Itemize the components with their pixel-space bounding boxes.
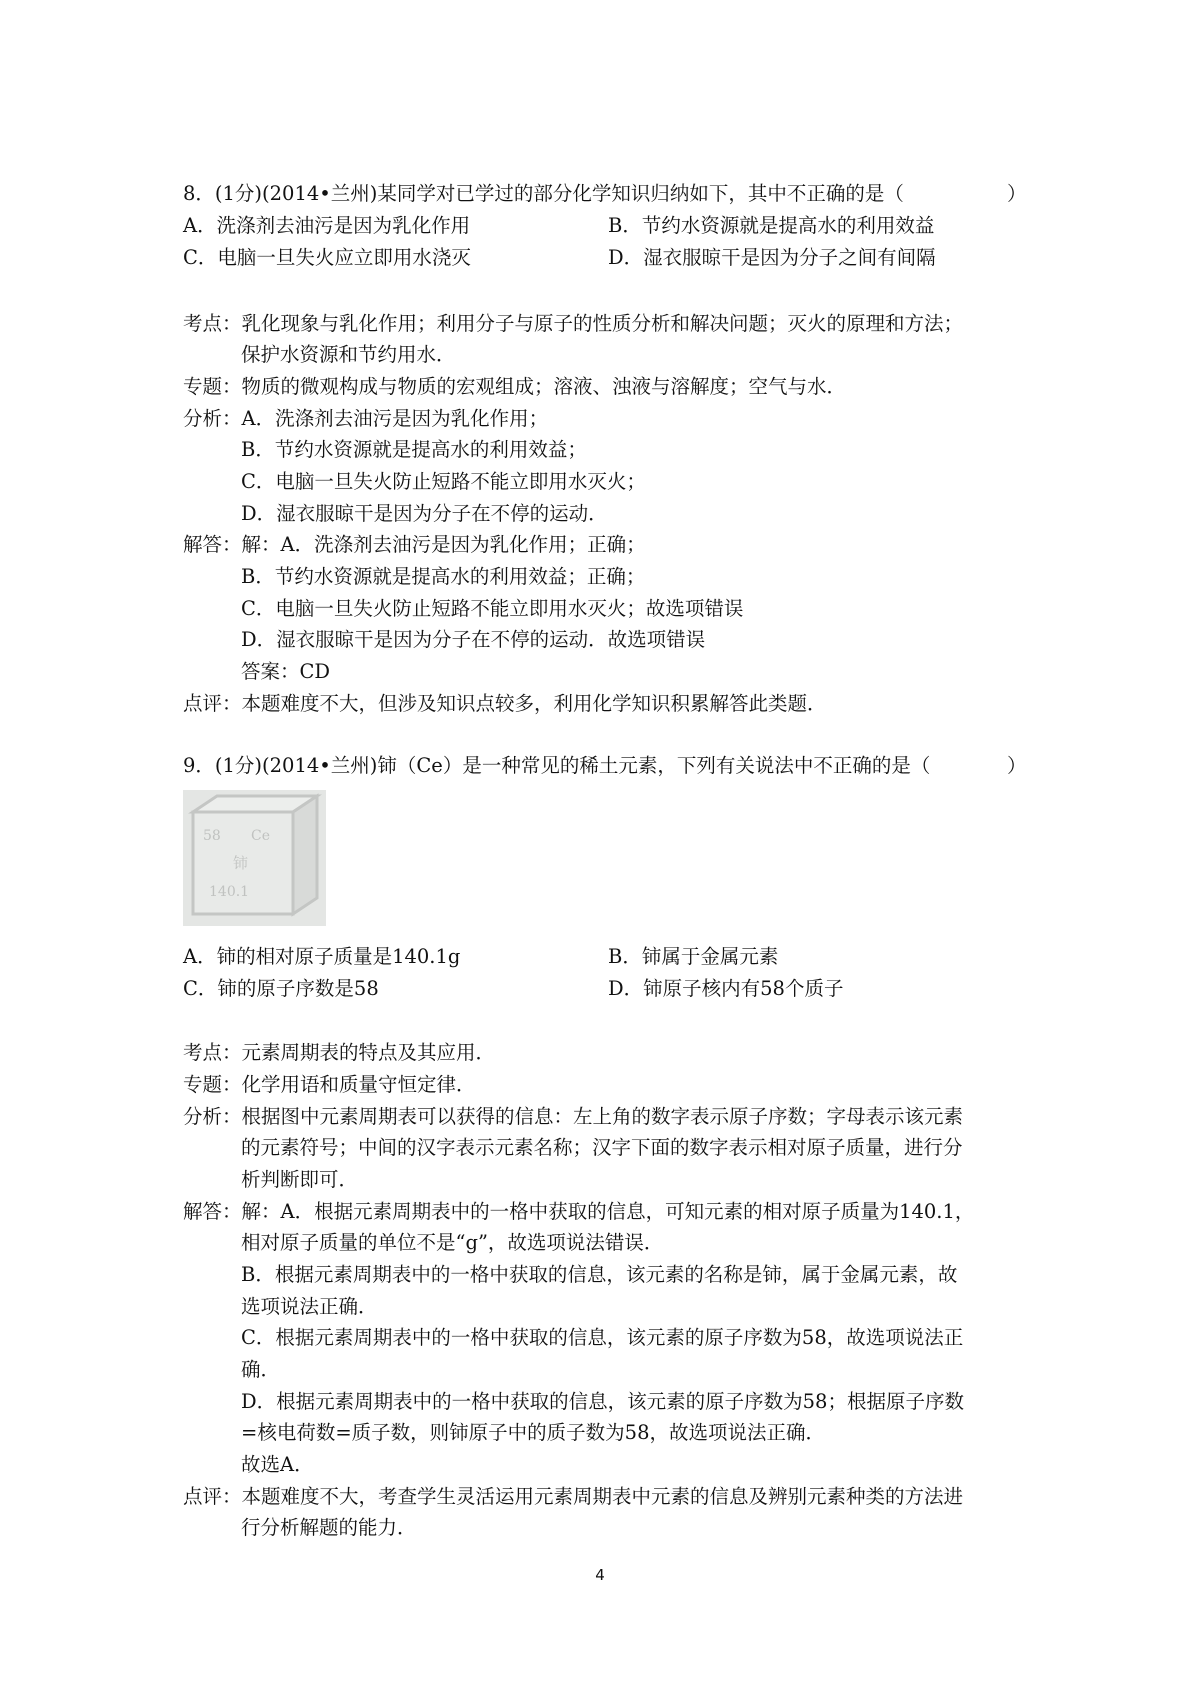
q8-jieda-line: B．节约水资源就是提高水的利用效益；正确；	[241, 565, 646, 588]
q8-stem-close: ）	[1007, 182, 1027, 205]
q8-kaodian-line2: 保护水资源和节约用水．	[241, 343, 456, 366]
q8-fenxi-line: C．电脑一旦失火防止短路不能立即用水灭火；	[241, 470, 646, 493]
q9-fenxi-line: 析判断即可．	[241, 1168, 359, 1191]
element-name: 铈	[233, 854, 249, 872]
q9-zhuanti: 专题：化学用语和质量守恒定律．	[183, 1073, 476, 1096]
q8-option-a: A．洗涤剂去油污是因为乳化作用	[183, 214, 471, 237]
q8-dianping: 点评：本题难度不大，但涉及知识点较多，利用化学知识积累解答此类题．	[183, 692, 827, 715]
q8-stem: 8．(1分)(2014•兰州)某同学对已学过的部分化学知识归纳如下，其中不正确的是（	[183, 182, 904, 205]
element-mass: 140.1	[209, 884, 250, 900]
q8-jieda-line: D．湿衣服晾干是因为分子在不停的运动．故选项错误	[241, 628, 706, 651]
q9-kaodian: 考点：元素周期表的特点及其应用．	[183, 1041, 496, 1064]
q8-fenxi-line: 分析：A．洗涤剂去油污是因为乳化作用；	[183, 407, 549, 430]
q8-fenxi-line: B．节约水资源就是提高水的利用效益；	[241, 438, 587, 461]
q8-zhuanti: 专题：物质的微观构成与物质的宏观组成；溶液、浊液与溶解度；空气与水．	[183, 375, 847, 398]
q8-fenxi-line: D．湿衣服晾干是因为分子在不停的运动．	[241, 502, 608, 525]
q9-dianping-line2: 行分析解题的能力．	[241, 1516, 417, 1539]
q9-jieda-line: 相对原子质量的单位不是“g”，故选项说法错误．	[241, 1231, 664, 1254]
q9-option-d: D．铈原子核内有58个质子	[608, 977, 844, 1000]
q9-stem: 9．(1分)(2014•兰州)铈（Ce）是一种常见的稀土元素，下列有关说法中不正确的是（	[183, 754, 931, 777]
q9-answer: 故选A．	[241, 1453, 314, 1476]
q9-jieda-line: 选项说法正确．	[241, 1295, 378, 1318]
q8-jieda-line: C．电脑一旦失火防止短路不能立即用水灭火；故选项错误	[241, 597, 744, 620]
q8-option-b: B．节约水资源就是提高水的利用效益	[608, 214, 935, 237]
page-number: 4	[595, 1566, 605, 1584]
cerium-element-cube-image	[183, 790, 326, 926]
q9-dianping-line1: 点评：本题难度不大，考查学生灵活运用元素周期表中元素的信息及辨别元素种类的方法进	[183, 1485, 964, 1508]
q9-option-b: B．铈属于金属元素	[608, 945, 779, 968]
q9-stem-close: ）	[1007, 754, 1027, 777]
q9-jieda-line: C．根据元素周期表中的一格中获取的信息，该元素的原子序数为58，故选项说法正	[241, 1326, 964, 1349]
q9-jieda-line: 确．	[241, 1358, 281, 1381]
q9-jieda-line: B．根据元素周期表中的一格中获取的信息，该元素的名称是铈，属于金属元素，故	[241, 1263, 958, 1286]
q9-fenxi-line: 分析：根据图中元素周期表可以获得的信息：左上角的数字表示原子序数；字母表示该元素	[183, 1105, 964, 1128]
q8-option-d: D．湿衣服晾干是因为分子之间有间隔	[608, 246, 936, 269]
q8-option-c: C．电脑一旦失火应立即用水浇灭	[183, 246, 471, 269]
q9-jieda-line: 解答：解：A．根据元素周期表中的一格中获取的信息，可知元素的相对原子质量为140.1，	[183, 1200, 975, 1223]
element-atomic-number: 58	[203, 828, 221, 844]
q9-jieda-line: =核电荷数=质子数，则铈原子中的质子数为58，故选项说法正确．	[241, 1421, 825, 1444]
q9-fenxi-line: 的元素符号；中间的汉字表示元素名称；汉字下面的数字表示相对原子质量，进行分	[241, 1136, 963, 1159]
q8-answer: 答案：CD	[241, 660, 331, 683]
q8-kaodian-line1: 考点：乳化现象与乳化作用；利用分子与原子的性质分析和解决问题；灭火的原理和方法；	[183, 312, 964, 335]
q9-option-c: C．铈的原子序数是58	[183, 977, 379, 1000]
q8-jieda-line: 解答：解：A．洗涤剂去油污是因为乳化作用；正确；	[183, 533, 646, 556]
q9-jieda-line: D．根据元素周期表中的一格中获取的信息，该元素的原子序数为58；根据原子序数	[241, 1390, 964, 1413]
q9-option-a: A．铈的相对原子质量是140.1g	[183, 945, 461, 968]
element-symbol: Ce	[251, 828, 270, 844]
